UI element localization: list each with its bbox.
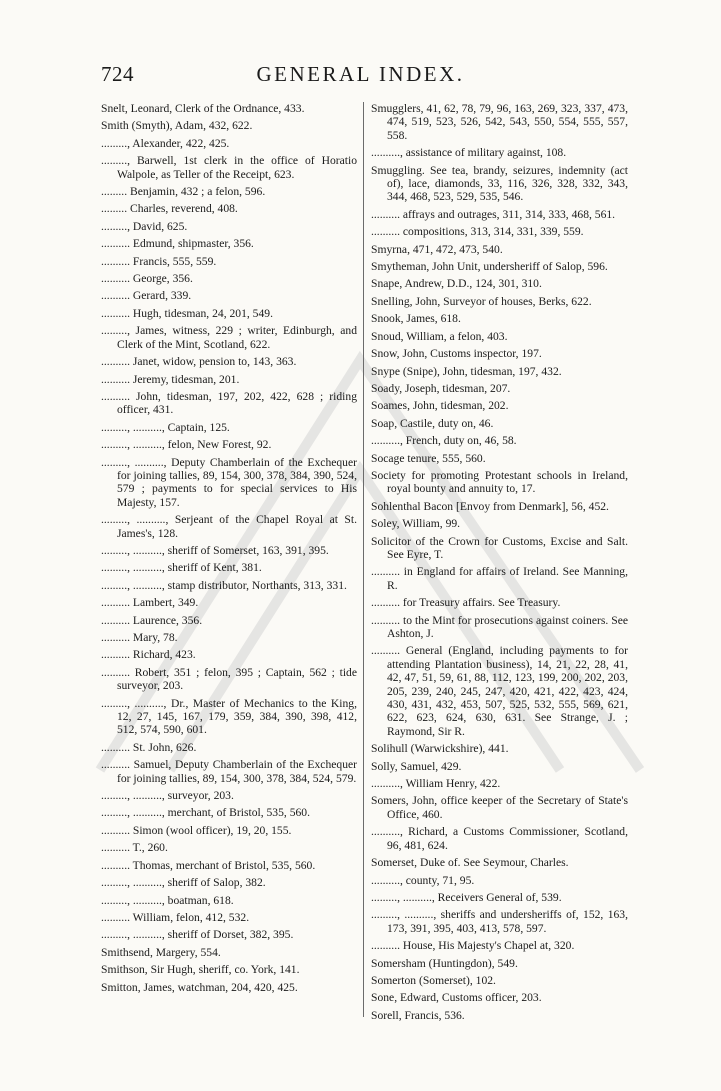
index-entry: .......... Thomas, merchant of Bristol, 535, 560. <box>101 858 316 872</box>
index-entry: Snow, John, Customs inspector, 197. <box>371 347 542 361</box>
index-entry: ........., .........., sheriff of Salop, 382. <box>101 876 266 890</box>
page-number: 724 <box>101 62 134 86</box>
index-entry: .......... Samuel, Deputy Chamberlain of the Exchequer for joining tallies, 89, 154, 300, 378, 384, 524, 579. <box>101 758 357 785</box>
index-entry: ........., James, witness, 229 ; writer, Edinburgh, and Clerk of the Mint, Scotland, 622. <box>101 324 357 351</box>
index-entry: .........., French, duty on, 46, 58. <box>371 434 517 448</box>
index-entry: ........., Alexander, 422, 425. <box>101 136 230 150</box>
index-entry: Society for promoting Protestant schools in Ireland, royal bounty and annuity to, 17. <box>371 468 628 496</box>
index-entry: Soap, Castile, duty on, 46. <box>371 416 494 430</box>
index-entry: Smithsend, Margery, 554. <box>101 945 221 959</box>
index-entry: .......... affrays and outrages, 311, 314, 333, 468, 561. <box>371 207 616 221</box>
index-entry: Soady, Joseph, tidesman, 207. <box>371 381 511 395</box>
index-entry: .......... Laurence, 356. <box>101 613 203 627</box>
index-entry: .......... Robert, 351 ; felon, 395 ; Captain, 562 ; tide surveyor, 203. <box>101 665 357 693</box>
index-entry: Solihull (Warwickshire), 441. <box>371 742 509 756</box>
index-entry: .......... for Treasury affairs. See Treasury. <box>371 596 561 610</box>
index-entry: Snape, Andrew, D.D., 124, 301, 310. <box>371 277 542 291</box>
index-entry: .........., William Henry, 422. <box>371 777 501 791</box>
index-entry: .......... Gerard, 339. <box>101 289 192 303</box>
index-entry: .......... Edmund, shipmaster, 356. <box>101 237 254 251</box>
index-entry: ........., .........., stamp distributor, Northants, 313, 331. <box>101 578 347 592</box>
index-entry: ......... Charles, reverend, 408. <box>101 202 238 216</box>
index-entry: ........., .........., Deputy Chamberlain of the Exchequer for joining tallies, 89, 154, 300, 378, 384, 390, 524, 579 ; payments to for special services to His Majesty, 157. <box>101 455 357 509</box>
index-column-left <box>101 102 357 998</box>
index-entry: Somerset, Duke of. See Seymour, Charles. <box>371 856 569 870</box>
index-entry: .......... House, His Majesty's Chapel at, 320. <box>371 939 575 953</box>
index-entry: Somerton (Somerset), 102. <box>371 973 496 987</box>
index-entry: Snelt, Leonard, Clerk of the Ordnance, 433. <box>101 102 305 115</box>
index-entry: .......... Francis, 555, 559. <box>101 254 217 268</box>
index-entry: .......... General (England, including payments to for attending Plantation business), 14, 21, 22, 28, 41, 42, 47, 51, 59, 61, 88, 112, 123, 199, 200, 202, 203, 205, 239, 240, 245, 247, 420, 421, 422, 423, 424, 430, 431, 432, 453, 507, 525, 532, 555, 569, 621, 622, 623, 624, 630, 631. See Strange, J. ; Raymond, Sir R. <box>371 644 628 738</box>
index-entry: ........., .........., sheriff of Kent, 381. <box>101 561 262 575</box>
index-entry: .......... William, felon, 412, 532. <box>101 910 250 924</box>
index-entry: ........., .........., merchant, of Bristol, 535, 560. <box>101 806 310 820</box>
index-entry: Socage tenure, 555, 560. <box>371 451 486 465</box>
index-entry: Solicitor of the Crown for Customs, Excise and Salt. See Eyre, T. <box>371 534 628 561</box>
index-entry: .......... John, tidesman, 197, 202, 422, 628 ; riding officer, 431. <box>101 389 357 417</box>
index-entry: Smytheman, John Unit, undersheriff of Salop, 596. <box>371 260 608 274</box>
index-entry: Smith (Smyth), Adam, 432, 622. <box>101 119 253 133</box>
index-entry: ........., .........., surveyor, 203. <box>101 789 234 803</box>
index-entry: .......... George, 356. <box>101 272 193 286</box>
index-column-right <box>371 102 628 1026</box>
index-entry: Sohlenthal Bacon [Envoy from Denmark], 56, 452. <box>371 499 609 513</box>
index-entry: ........., .........., boatman, 618. <box>101 893 234 907</box>
index-entry: Sone, Edward, Customs officer, 203. <box>371 991 542 1005</box>
index-entry: ......... Benjamin, 432 ; a felon, 596. <box>101 185 266 199</box>
index-entry: Snoud, William, a felon, 403. <box>371 329 508 343</box>
index-entry: .......... Janet, widow, pension to, 143, 363. <box>101 355 297 369</box>
index-entry: Smitton, James, watchman, 204, 420, 425. <box>101 980 298 994</box>
index-entry: Smugglers, 41, 62, 78, 79, 96, 163, 269, 323, 337, 473, 474, 519, 523, 526, 542, 543, 550, 554, 555, 557, 558. <box>371 102 628 142</box>
index-entry: Somersham (Huntingdon), 549. <box>371 956 518 970</box>
index-entry: ........., .........., Captain, 125. <box>101 420 230 434</box>
index-entry: ........., .........., sheriff of Somerset, 163, 391, 395. <box>101 543 329 557</box>
index-entry: .......... to the Mint for prosecutions against coiners. See Ashton, J. <box>371 613 628 640</box>
index-entry: Snelling, John, Surveyor of houses, Berks, 622. <box>371 294 592 308</box>
index-entry: Somers, John, office keeper of the Secretary of State's Office, 460. <box>371 794 628 821</box>
index-entry: Soames, John, tidesman, 202. <box>371 399 509 413</box>
index-entry: ........., .........., sheriffs and undersheriffs of, 152, 163, 173, 391, 395, 403, 413, 578, 597. <box>371 908 628 935</box>
index-entry: ........., .........., Receivers General of, 539. <box>371 890 562 904</box>
index-entry: .......... T., 260. <box>101 841 168 855</box>
index-entry: Soley, William, 99. <box>371 517 461 531</box>
index-entry: .......... Lambert, 349. <box>101 596 199 610</box>
index-entry: .........., assistance of military against, 108. <box>371 146 567 160</box>
index-entry: ........., Barwell, 1st clerk in the office of Horatio Walpole, as Teller of the Receipt, 623. <box>101 154 357 181</box>
index-entry: Snook, James, 618. <box>371 312 461 326</box>
index-entry: Smithson, Sir Hugh, sheriff, co. York, 141. <box>101 963 300 977</box>
index-entry: .......... Jeremy, tidesman, 201. <box>101 372 240 386</box>
index-entry: Smuggling. See tea, brandy, seizures, indemnity (act of), lace, diamonds, 33, 116, 326, 328, 332, 343, 344, 468, 523, 529, 535, 546. <box>371 163 628 204</box>
column-divider <box>363 102 364 1017</box>
page-header <box>0 62 721 98</box>
index-entry: .........., Richard, a Customs Commissioner, Scotland, 96, 481, 624. <box>371 825 628 852</box>
index-entry: Smyrna, 471, 472, 473, 540. <box>371 242 503 256</box>
index-entry: .......... Hugh, tidesman, 24, 201, 549. <box>101 306 273 320</box>
index-entry: .........., county, 71, 95. <box>371 873 475 887</box>
index-entry: .......... Richard, 423. <box>101 648 196 662</box>
index-entry: ........., .........., sheriff of Dorset, 382, 395. <box>101 928 294 942</box>
index-entry: Sorell, Francis, 536. <box>371 1008 465 1022</box>
page-title: GENERAL INDEX. <box>256 62 465 86</box>
index-entry: .......... compositions, 313, 314, 331, 339, 559. <box>371 225 584 239</box>
index-entry: ........., .........., Serjeant of the Chapel Royal at St. James's, 128. <box>101 513 357 540</box>
index-entry: Solly, Samuel, 429. <box>371 759 462 773</box>
index-entry: .......... in England for affairs of Ireland. See Manning, R. <box>371 565 628 592</box>
index-entry: .......... St. John, 626. <box>101 740 197 754</box>
index-entry: ........., .........., Dr., Master of Mechanics to the King, 12, 27, 145, 167, 179, 359, 384, 390, 398, 412, 512, 574, 590, 601. <box>101 696 357 737</box>
index-entry: ........., .........., felon, New Forest, 92. <box>101 438 272 452</box>
index-entry: .......... Mary, 78. <box>101 631 178 644</box>
index-entry: ........., David, 625. <box>101 219 188 233</box>
index-entry: Snype (Snipe), John, tidesman, 197, 432. <box>371 364 562 378</box>
index-entry: .......... Simon (wool officer), 19, 20, 155. <box>101 823 292 837</box>
